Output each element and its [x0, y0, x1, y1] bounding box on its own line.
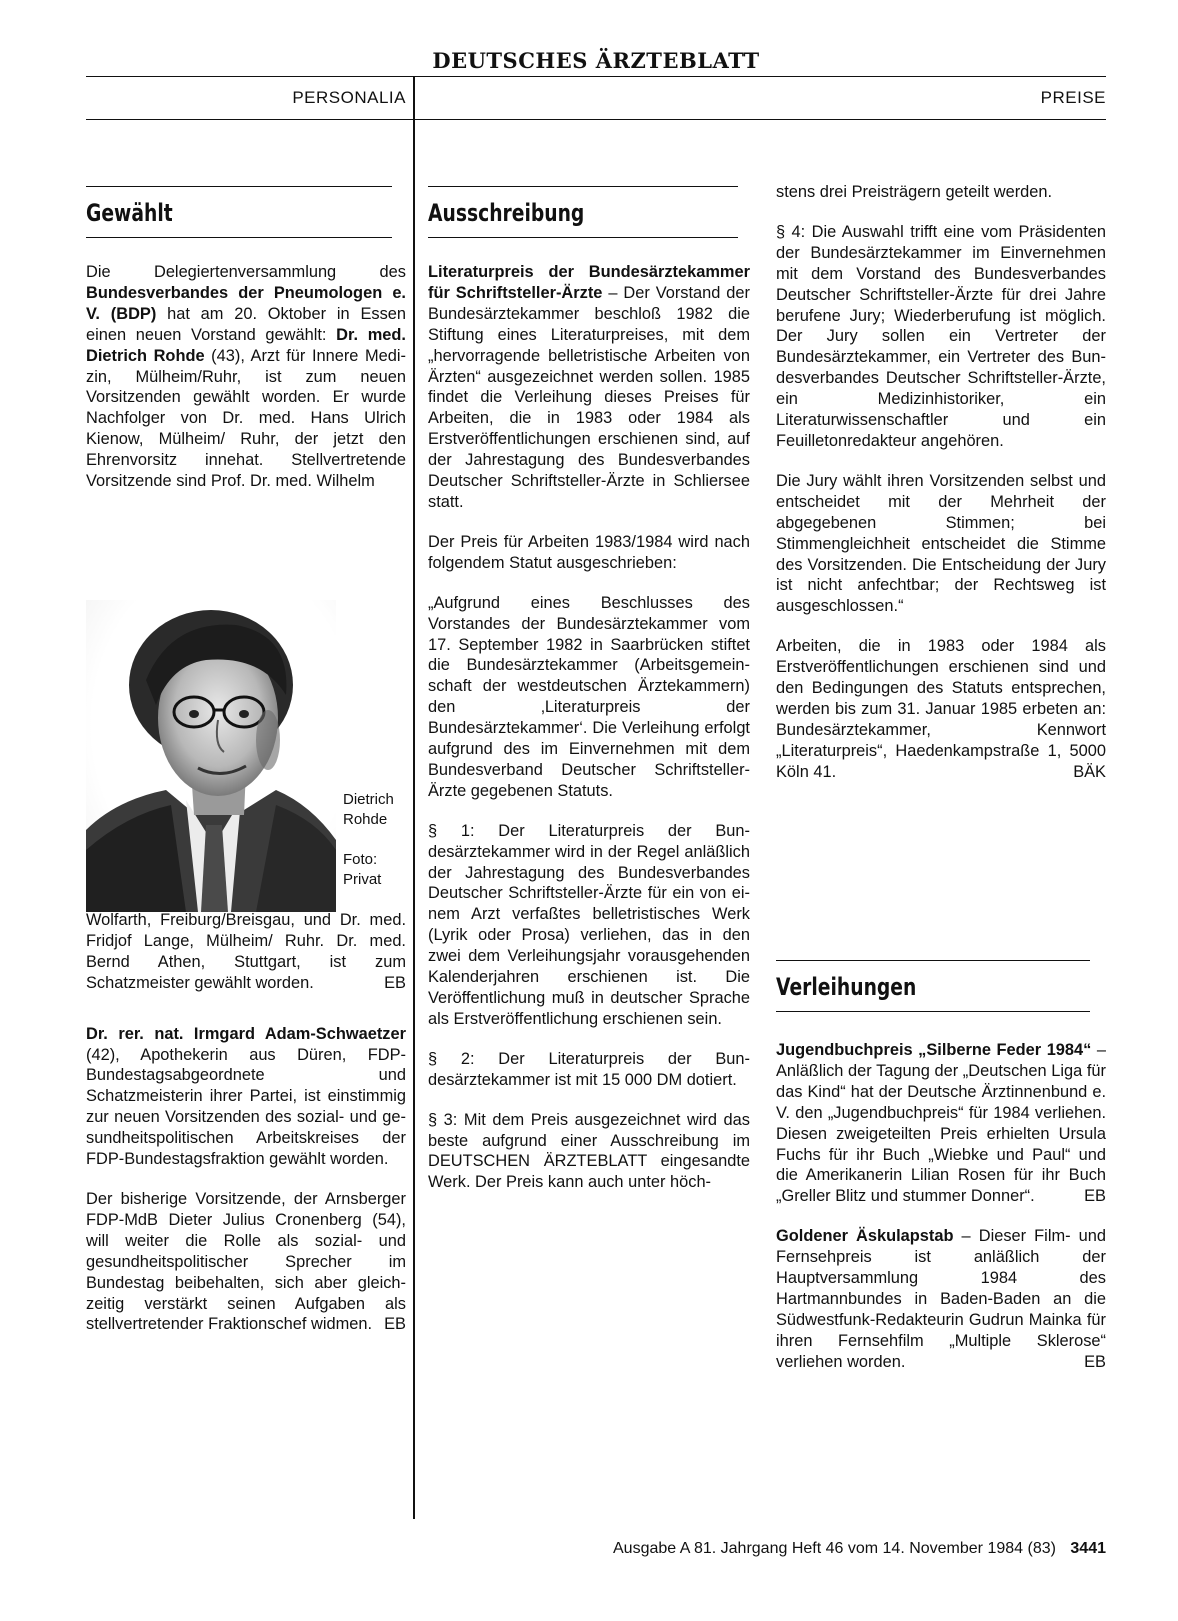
section-label-left: PERSONALIA — [292, 88, 406, 107]
heading-ausschreibung-box — [428, 186, 738, 238]
heading-gewaehlt: Gewählt — [86, 199, 173, 227]
paragraph-statut-intro: Der Preis für Arbeiten 1983/1984 wird nach folgendem Statut ausgeschrieben: — [428, 532, 750, 572]
column-right-top — [776, 182, 1106, 802]
article-adam-schwaetzer: Dr. rer. nat. Irmgard Adam-Schwaetzer (42), Apothekerin aus Düren, FDP-Bundestagsabgeordnete und Schatzmeisterin ihrer Partei, ist einstimmig zur neuen Vorsitzenden des sozial- und gesundheitspolitischen Arbeitskreises der FDP-Bundestagsfraktion gewählt worden. — [86, 1024, 406, 1169]
article-literaturpreis: Literaturpreis der Bundesärztekammer für Schriftsteller-Ärzte – Der Vorstand der Bundesärztekammer beschloß 1982 die Stiftung eines Literaturpreises, mit dem „hervorragende belletristische Arbeiten von Ärzten“ ausgezeichnet werden sollen. 1985 findet die Verleihung dieses Preises für Arbeiten, die in 1983 oder 1984 als Erstveröffentlichungen erschienen sind, auf der Jahrestagung des Bundesverbandes Deutscher Schriftsteller-Ärzte in Schliersee statt. — [428, 263, 751, 511]
heading-ausschreibung: Ausschreibung — [428, 199, 585, 227]
issue-info: Ausgabe A 81. Jahrgang Heft 46 vom 14. November 1984 (83) — [613, 1540, 1056, 1557]
article-jugendbuchpreis: Jugendbuchpreis „Silberne Feder 1984“ – Anläßlich der Tagung der „Deutschen Liga für das Kind“ hat der Deutsche Ärztinnenbund e. V. den „Jugendbuchpreis“ für 1984 verliehen. Diesen zweigeteilten Preis erhielten Ursula Fuchs für ihr Buch „Wiebke und Paul“ und die Amerikanerin Lilian Rosen für ihr Buch „Greller Blitz und stummer Donner“. EB — [776, 1041, 1107, 1206]
section-label-right: PREISE — [1040, 88, 1106, 107]
paragraph-jury: Die Jury wählt ihren Vorsitzenden selbst und entscheidet mit der Mehrheit der abgegebenen Stimmen; bei Stimmengleichheit entscheidet die Stimme des Vorsitzenden. Die Entscheidung der Jury ist nicht anfechtbar; der Rechtsweg ist ausgeschlossen.“ — [776, 471, 1106, 616]
column-right-bottom — [776, 1040, 1106, 1392]
paragraph-section-3: § 3: Mit dem Preis ausgezeichnet wird das beste aufgrund einer Ausschreibung im DEUTSCHEN ÄRZTEBLATT eingesandte Werk. Der Preis kann auch unter höch- — [428, 1110, 750, 1192]
header-rule — [86, 76, 1106, 77]
journal-title: DEUTSCHES ÄRZTEBLATT — [432, 48, 760, 73]
article-bdp: Die Delegiertenversammlung des Bundesverbandes der Pneumologen e. V. (BDP) hat am 20. Oktober in Essen einen neuen Vorstand gewählt: Dr. med. Dietrich Rohde (43), Arzt für Innere Medizin, Mülheim/Ruhr, ist zum neuen Vorsitzenden gewählt worden. Er wurde Nachfolger von Dr. med. Hans Ulrich Kienow, Mülheim/ Ruhr, der jetzt den Ehrenvorsitz innehat. Stellvertretende Vorsitzende sind Prof. Dr. med. Wilhelm — [86, 263, 406, 491]
heading-verleihungen-box — [776, 960, 1090, 1012]
article-goldener-aeskulapstab: Goldener Äskulapstab – Dieser Film- und Fernsehpreis ist anläßlich der Hauptversammlung 1984 des Hartmannbundes in Baden-Baden an die Südwestfunk-Redakteurin Gudrun Mainka für ihren Fernsehfilm „Multiple Sklerose“ verliehen worden. EB — [776, 1227, 1106, 1371]
column-left-top — [86, 262, 406, 511]
paragraph-statut-preamble: „Aufgrund eines Beschlusses des Vorstandes der Bundesärztekammer vom 17. September 1982 in Saarbrücken stiftet die Bundesärztekammer (Arbeitsgemeinschaft der westdeutschen Ärztekammern) den ‚Literaturpreis der Bundesärztekammer‘. Die Verleihung erfolgt aufgrund des im Einvernehmen mit dem Bundesverband Deutscher Schriftsteller-Ärzte gegebenen Statuts. — [428, 593, 750, 800]
article-bdp-continued: Wolfarth, Freiburg/Breisgau, und Dr. med. Fridjof Lange, Mülheim/ Ruhr. Dr. med. Bernd Athen, Stuttgart, ist zum Schatzmeister gewählt worden. EB — [86, 911, 406, 992]
paragraph-submission: Arbeiten, die in 1983 oder 1984 als Erstveröffentlichungen erschienen sind und den Bedingungen des Statuts entsprechen, werden bis zum 31. Januar 1985 erbeten an: Bundesärztekammer, Kennwort „Literaturpreis“, Haedenkampstraße 1, 5000 Köln 41. BÄK — [776, 637, 1106, 781]
journal-header — [86, 48, 1106, 73]
page-footer — [470, 1540, 1106, 1558]
article-cronenberg: Der bisherige Vorsitzende, der Arnsberger FDP-MdB Dieter Julius Cronenberg (54), will weiter die Rolle als sozial- und gesundheitspolitischer Sprecher im Bundestag beibehalten, sich aber gleichzeitig verstärkt seinen Aufgaben als stellvertretender Fraktionschef widmen. EB — [86, 1189, 406, 1334]
heading-gewaehlt-box — [86, 186, 392, 238]
portrait-photo — [86, 600, 336, 912]
paragraph-section-3-end: stens drei Preisträgern geteilt werden. — [776, 183, 1053, 201]
paragraph-section-4: § 4: Die Auswahl trifft eine vom Präsidenten der Bundesärztekammer im Einvernehmen mit dem Vorstand des Bundesverbandes Deutscher Schriftsteller-Ärzte für drei Jahre berufene Jury; Wiederberufung ist möglich. Der Jury sollen ein Vertreter der Bundesärztekammer, ein Vertreter des Bundesverbandes Deutscher Schriftsteller-Ärzte, ein Medizinhistoriker, ein Literaturwissenschaftler und ein Feuilletonredakteur angehören. — [776, 222, 1106, 450]
paragraph-section-2: § 2: Der Literaturpreis der Bundesärztekammer ist mit 15 000 DM dotiert. — [428, 1049, 750, 1089]
page-number: 3441 — [1070, 1540, 1106, 1557]
paragraph-section-1: § 1: Der Literaturpreis der Bundesärztekammer wird in der Regel anläßlich der Jahrestagung des Bundesverbandes Deutscher Schriftsteller-Ärzte für ein von einem Arzt verfaßtes belletristisches Werk (Lyrik oder Prosa) verliehen, das in den zwei dem Verleihungsjahr vorausgehenden Kalenderjahren erschienen ist. Die Veröffentlichung muß in deutscher Sprache als Erstveröffentlichung erschienen sein. — [428, 821, 750, 1028]
photo-caption-credit: Foto: Privat — [343, 851, 382, 888]
column-middle — [428, 262, 750, 1212]
column-divider — [413, 77, 415, 1519]
photo-caption-name: Dietrich Rohde — [343, 791, 394, 828]
heading-verleihungen: Verleihungen — [776, 973, 917, 1001]
section-rule — [86, 119, 1106, 120]
column-left-bottom — [86, 910, 406, 1354]
